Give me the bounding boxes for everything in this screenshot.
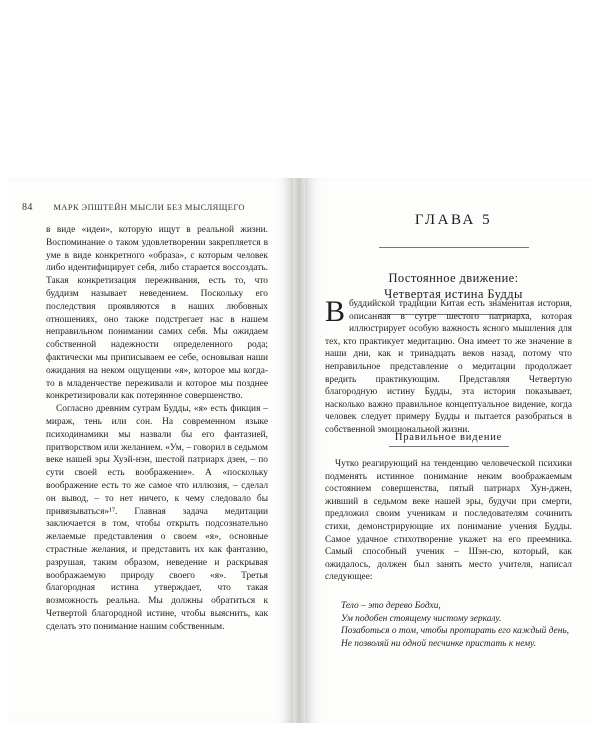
poem-line: Позаботься о том, чтобы протирать его каждый день,: [341, 626, 569, 637]
running-header: [22, 202, 283, 213]
chapter-intro: [325, 295, 572, 437]
page-number: 84: [22, 202, 33, 213]
poem-line: Тело – это дерево Бодхи,: [341, 601, 441, 611]
poem-line: Ум подобен стоящему чистому зеркалу.: [341, 613, 502, 624]
poem: [341, 600, 571, 650]
chapter-title-line: Постоянное движение:: [388, 271, 519, 285]
right-page: [305, 178, 592, 723]
book-gutter: [293, 178, 305, 723]
chapter-title-line: Четвертая истина Будды: [384, 287, 523, 301]
section-heading: [325, 432, 572, 447]
left-page: [8, 178, 293, 723]
section-title: Правильное видение: [394, 432, 503, 443]
poem-line: Не позволяй ни одной песчинке пристать к нему.: [341, 638, 537, 649]
running-header-text: МАРК ЭПШТЕЙН МЫСЛИ БЕЗ МЫСЛЯЩЕГО: [53, 202, 245, 212]
paragraph: Согласно древним сутрам Будды, «я» есть фикция – мираж, тень или сон. На современном языке психодинамики мы назвали бы его фантазией, притворством или желанием. «Ум, – говорил в седьмом веке нашей эры Хуэй-нэн, шестой патриарх дзен, – по сути своей есть воображение». А «поскольку воображение есть то же самое что иллюзия, – сделал он вывод, – то нет ничего, к чему следовало бы привязываться»¹⁷. Главная задача медитации заключается в том, чтобы открыть подсознательно желаемые представления о своем «я», основные страстные желания, и представить их как фантазию, разрушая, таким образом, неведение и раскрывая воображаемую природу своего «я». Третья благородная истина утверждает, что такая возможность реальна. Мы должны обратиться к Четвертой благородной истине, чтобы выяснить, как сделать это понимание нашим собственным.: [46, 404, 268, 632]
paragraph: в виде «идеи», которую ищут в реальной жизни. Воспоминание о таком удовлетворении закрепляется в уме в виде конкретного «образа», с которым человек либо идентифицирует себя, либо старается воссоздать. Такая конкретизация переживания, есть то, что буддизм называет неведением. Поскольку его последствия проявляются в наших любовных отношениях, оно также подстрегает нас в нашем неправильном понимании самих себя. Мы ожидаем собственной надежности определенного рода; фактически мы приписываем ее себе, основывая наши ожидания на неком ощущении «я», которое мы когда-то в младенчестве переживали и которое мы позднее конкретизировали как потерянное совершенство.: [46, 225, 268, 402]
divider: [389, 446, 509, 447]
intro-text: буддийской традиции Китая есть знаменитая история, описанная в сутре шестого патриарха, которая иллюстрирует особую важность ясного мышления для тех, кто практикует медитацию. Она имеет то же значение в наши дни, как и тринадцать веков назад, потому что неправильное представление о медитации продолжает вредить практикующим. Представляя Четвертую благородную истину Будды, эта история показывает, насколько важно правильное концептуальное видение, когда человек следует примеру Будды и пытается разобраться в собственной эмоциональной жизни.: [325, 299, 572, 435]
paragraph: Чутко реагирующий на тенденцию человеческой психики подменять истинное понимание неким воображаемым состоянием совершенства, пятый патриарх Хун-джен, живший в седьмом веке нашей эры, будучи при смерти, предложил своим ученикам и последователям сочинить стихи, демонстрирующие их понимание учения Будды. Самое удачное стихотворение укажет на его преемника. Самый способный ученик – Шэн-сю, который, как ожидалось, должен был занять место учителя, написал следующее:: [325, 459, 572, 583]
divider: [379, 247, 529, 248]
section-body: [325, 458, 572, 584]
left-page-body: [46, 224, 268, 634]
chapter-label: ГЛАВА 5: [414, 212, 493, 228]
drop-cap: В: [325, 295, 346, 328]
